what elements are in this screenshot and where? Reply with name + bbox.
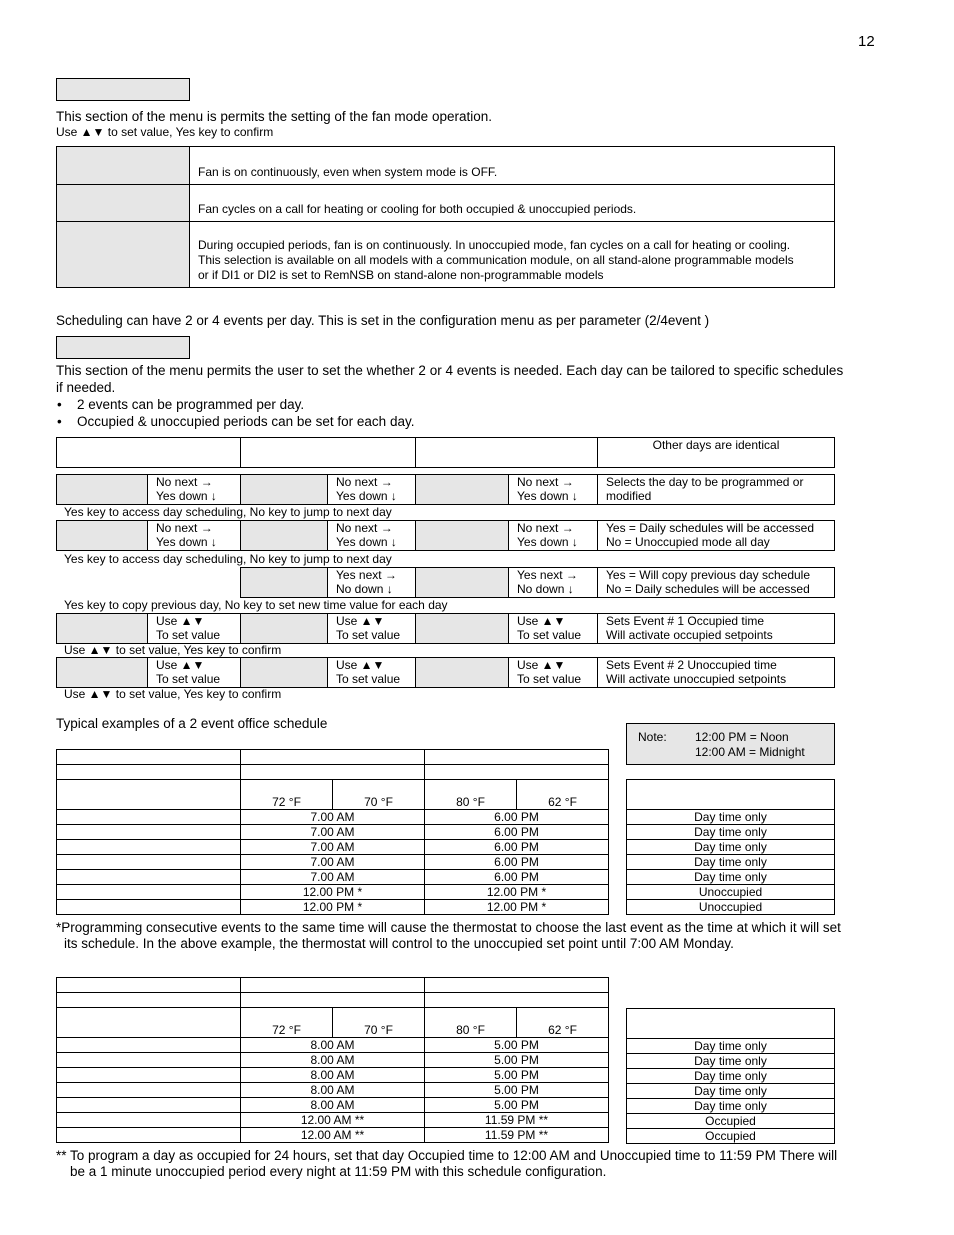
mode-cell: Unoccupied xyxy=(627,900,835,915)
temp-cell: 80 °F xyxy=(425,1008,517,1038)
menu-cell xyxy=(241,568,328,598)
menu-cell xyxy=(241,475,328,505)
example-header-cell xyxy=(425,978,609,993)
unocc-time: 6.00 PM xyxy=(425,870,609,885)
side-header-cell xyxy=(627,780,835,810)
fan-mode-cell xyxy=(57,147,190,185)
schedule-row xyxy=(56,657,835,688)
fan-mode-desc: Fan is on continuously, even when system mode is OFF. xyxy=(190,147,835,185)
example-header-cell xyxy=(57,978,241,993)
note-line: 12:00 PM = Noon xyxy=(695,730,789,744)
occ-time: 12.00 PM * xyxy=(241,885,425,900)
day-cell xyxy=(57,1083,241,1098)
header-cell xyxy=(241,438,416,468)
key-cell: No next → Yes down ↓ xyxy=(148,475,241,505)
menu-cell xyxy=(241,521,328,551)
mode-cell: Occupied xyxy=(627,1114,835,1129)
example-header-cell xyxy=(241,765,425,780)
footnote2-line1: ** To program a day as occupied for 24 hours, set that day Occupied time to 12:00 AM and Unoccupied time to 11:59 PM There will xyxy=(56,1148,838,1163)
page-number: 12 xyxy=(858,33,875,50)
schedule-caption: Yes key to access day scheduling, No key to jump to next day xyxy=(64,552,392,566)
unocc-time: 12.00 PM * xyxy=(425,885,609,900)
menu-cell xyxy=(416,521,509,551)
footnote2-line2: be a 1 minute unoccupied period every night at 11:59 PM with this schedule configuration. xyxy=(70,1164,607,1179)
unocc-time: 5.00 PM xyxy=(425,1098,609,1113)
fan-mode-table xyxy=(56,146,835,288)
mode-cell: Day time only xyxy=(627,825,835,840)
occ-time: 12.00 AM ** xyxy=(241,1128,425,1143)
mode-cell: Unoccupied xyxy=(627,885,835,900)
temp-cell: 70 °F xyxy=(333,1008,425,1038)
example-header-cell xyxy=(425,750,609,765)
example-header-cell xyxy=(57,750,241,765)
temp-cell: 80 °F xyxy=(425,780,517,810)
unocc-time: 6.00 PM xyxy=(425,825,609,840)
key-cell: Yes next → No down ↓ xyxy=(509,568,598,598)
mode-cell: Day time only xyxy=(627,1069,835,1084)
header-note: Other days are identical xyxy=(598,438,835,468)
desc-cell: Yes = Will copy previous day schedule No = Daily schedules will be accessed xyxy=(598,568,835,598)
schedule-caption: Use ▲▼ to set value, Yes key to confirm xyxy=(64,687,282,701)
occ-time: 7.00 AM xyxy=(241,855,425,870)
unocc-time: 5.00 PM xyxy=(425,1038,609,1053)
occ-time: 7.00 AM xyxy=(241,825,425,840)
note-line: 12:00 AM = Midnight xyxy=(695,745,805,759)
fan-instruction: Use ▲▼ to set value, Yes key to confirm xyxy=(56,125,274,139)
mode-cell: Day time only xyxy=(627,810,835,825)
schedule-row xyxy=(56,520,835,551)
example-header-cell xyxy=(57,1008,241,1038)
menu-cell xyxy=(416,475,509,505)
key-cell: Use ▲▼ To set value xyxy=(148,614,241,644)
examples-title: Typical examples of a 2 event office schedule xyxy=(56,716,328,731)
mode-cell: Day time only xyxy=(627,870,835,885)
mode-cell: Day time only xyxy=(627,840,835,855)
menu-cell xyxy=(57,658,148,688)
key-cell: No next → Yes down ↓ xyxy=(148,521,241,551)
occ-time: 7.00 AM xyxy=(241,870,425,885)
day-cell xyxy=(57,870,241,885)
temp-cell: 62 °F xyxy=(517,780,609,810)
schedule-header-table xyxy=(56,437,835,468)
schedule-row xyxy=(56,613,835,644)
menu-cell xyxy=(416,568,509,598)
schedule-intro-line2: if needed. xyxy=(56,380,116,395)
schedule-row xyxy=(56,474,835,505)
side-header-cell xyxy=(627,1009,835,1039)
menu-cell xyxy=(416,614,509,644)
desc-cell: Sets Event # 2 Unoccupied time Will activate unoccupied setpoints xyxy=(598,658,835,688)
menu-cell xyxy=(57,614,148,644)
schedule-section-title-box xyxy=(56,336,190,359)
day-cell xyxy=(57,810,241,825)
example2-table xyxy=(56,977,609,1143)
example-header-cell xyxy=(241,750,425,765)
fan-mode-desc: Fan cycles on a call for heating or cooling for both occupied & unoccupied periods. xyxy=(190,185,835,222)
header-cell xyxy=(416,438,598,468)
example-header-cell xyxy=(57,993,241,1008)
fan-mode-desc xyxy=(190,222,835,288)
mode-cell: Day time only xyxy=(627,855,835,870)
fan-desc-line: During occupied periods, fan is on continuously. In unoccupied mode, fan cycles on a call for heating or cooling. xyxy=(198,238,791,252)
menu-cell xyxy=(57,521,148,551)
schedule-intro-line1: This section of the menu permits the user to set the whether 2 or 4 events is needed. Each day can be tailored to specific schedules xyxy=(56,363,844,378)
key-cell: Use ▲▼ To set value xyxy=(148,658,241,688)
occ-time: 8.00 AM xyxy=(241,1083,425,1098)
unocc-time: 5.00 PM xyxy=(425,1053,609,1068)
menu-cell xyxy=(241,614,328,644)
example-header-cell xyxy=(425,993,609,1008)
example-header-cell xyxy=(241,978,425,993)
occ-time: 8.00 AM xyxy=(241,1098,425,1113)
desc-cell: Selects the day to be programmed or modified xyxy=(598,475,835,505)
schedule-caption: Use ▲▼ to set value, Yes key to confirm xyxy=(64,643,282,657)
fan-section-title-box xyxy=(56,78,190,101)
temp-cell: 72 °F xyxy=(241,780,333,810)
occ-time: 8.00 AM xyxy=(241,1068,425,1083)
fan-intro: This section of the menu is permits the setting of the fan mode operation. xyxy=(56,109,492,124)
occ-time: 7.00 AM xyxy=(241,840,425,855)
menu-cell xyxy=(416,658,509,688)
fan-mode-cell xyxy=(57,185,190,222)
day-cell xyxy=(57,900,241,915)
menu-cell xyxy=(241,658,328,688)
footnote1-line1: *Programming consecutive events to the same time will cause the thermostat to choose the last event as the time at which it will set xyxy=(56,920,841,935)
schedule-caption: Yes key to copy previous day, No key to set new time value for each day xyxy=(64,598,448,612)
key-cell: No next → Yes down ↓ xyxy=(328,475,416,505)
occ-time: 7.00 AM xyxy=(241,810,425,825)
day-cell xyxy=(57,885,241,900)
day-cell xyxy=(57,1053,241,1068)
occ-time: 8.00 AM xyxy=(241,1038,425,1053)
day-cell xyxy=(57,1068,241,1083)
fan-desc-line: This selection is available on all models with a communication module, on all stand-alone programmable models xyxy=(198,253,794,267)
note-box xyxy=(626,723,835,765)
day-cell xyxy=(57,840,241,855)
footnote1-line2: its schedule. In the above example, the thermostat will control to the unoccupied set point until 7:00 AM Monday. xyxy=(64,936,734,951)
desc-cell: Yes = Daily schedules will be accessed No = Unoccupied mode all day xyxy=(598,521,835,551)
day-cell xyxy=(57,1128,241,1143)
example1-side-table xyxy=(626,779,835,915)
unocc-time: 6.00 PM xyxy=(425,840,609,855)
example1-table xyxy=(56,749,609,915)
unocc-time: 11.59 PM ** xyxy=(425,1128,609,1143)
key-cell: No next → Yes down ↓ xyxy=(509,475,598,505)
example-header-cell xyxy=(57,765,241,780)
occ-time: 8.00 AM xyxy=(241,1053,425,1068)
unocc-time: 6.00 PM xyxy=(425,810,609,825)
key-cell: Use ▲▼ To set value xyxy=(328,614,416,644)
note-label: Note: xyxy=(638,730,667,744)
day-cell xyxy=(57,855,241,870)
example-header-cell xyxy=(425,765,609,780)
unocc-time: 11.59 PM ** xyxy=(425,1113,609,1128)
schedule-row xyxy=(240,567,835,598)
unocc-time: 6.00 PM xyxy=(425,855,609,870)
fan-mode-cell xyxy=(57,222,190,288)
key-cell: Use ▲▼ To set value xyxy=(509,614,598,644)
mode-cell: Day time only xyxy=(627,1084,835,1099)
temp-cell: 72 °F xyxy=(241,1008,333,1038)
desc-cell: Sets Event # 1 Occupied time Will activate occupied setpoints xyxy=(598,614,835,644)
key-cell: No next → Yes down ↓ xyxy=(328,521,416,551)
example-header-cell xyxy=(57,780,241,810)
unocc-time: 12.00 PM * xyxy=(425,900,609,915)
schedule-bullets xyxy=(56,396,414,430)
fan-desc-line: or if DI1 or DI2 is set to RemNSB on stand-alone non-programmable models xyxy=(198,268,604,282)
example2-side-table xyxy=(626,1008,835,1144)
bullet-item: • 2 events can be programmed per day. xyxy=(56,396,414,413)
schedule-caption: Yes key to access day scheduling, No key to jump to next day xyxy=(64,505,392,519)
scheduling-note: Scheduling can have 2 or 4 events per day. This is set in the configuration menu as per parameter (2/4event ) xyxy=(56,313,710,328)
bullet-item: • Occupied & unoccupied periods can be set for each day. xyxy=(56,413,414,430)
mode-cell: Occupied xyxy=(627,1129,835,1144)
day-cell xyxy=(57,1113,241,1128)
mode-cell: Day time only xyxy=(627,1039,835,1054)
temp-cell: 62 °F xyxy=(517,1008,609,1038)
key-cell: Use ▲▼ To set value xyxy=(328,658,416,688)
mode-cell: Day time only xyxy=(627,1099,835,1114)
temp-cell: 70 °F xyxy=(333,780,425,810)
key-cell: Yes next → No down ↓ xyxy=(328,568,416,598)
unocc-time: 5.00 PM xyxy=(425,1083,609,1098)
header-cell xyxy=(57,438,241,468)
day-cell xyxy=(57,1098,241,1113)
key-cell: Use ▲▼ To set value xyxy=(509,658,598,688)
occ-time: 12.00 AM ** xyxy=(241,1113,425,1128)
menu-cell xyxy=(57,475,148,505)
example-header-cell xyxy=(241,993,425,1008)
day-cell xyxy=(57,825,241,840)
occ-time: 12.00 PM * xyxy=(241,900,425,915)
mode-cell: Day time only xyxy=(627,1054,835,1069)
day-cell xyxy=(57,1038,241,1053)
key-cell: No next → Yes down ↓ xyxy=(509,521,598,551)
unocc-time: 5.00 PM xyxy=(425,1068,609,1083)
